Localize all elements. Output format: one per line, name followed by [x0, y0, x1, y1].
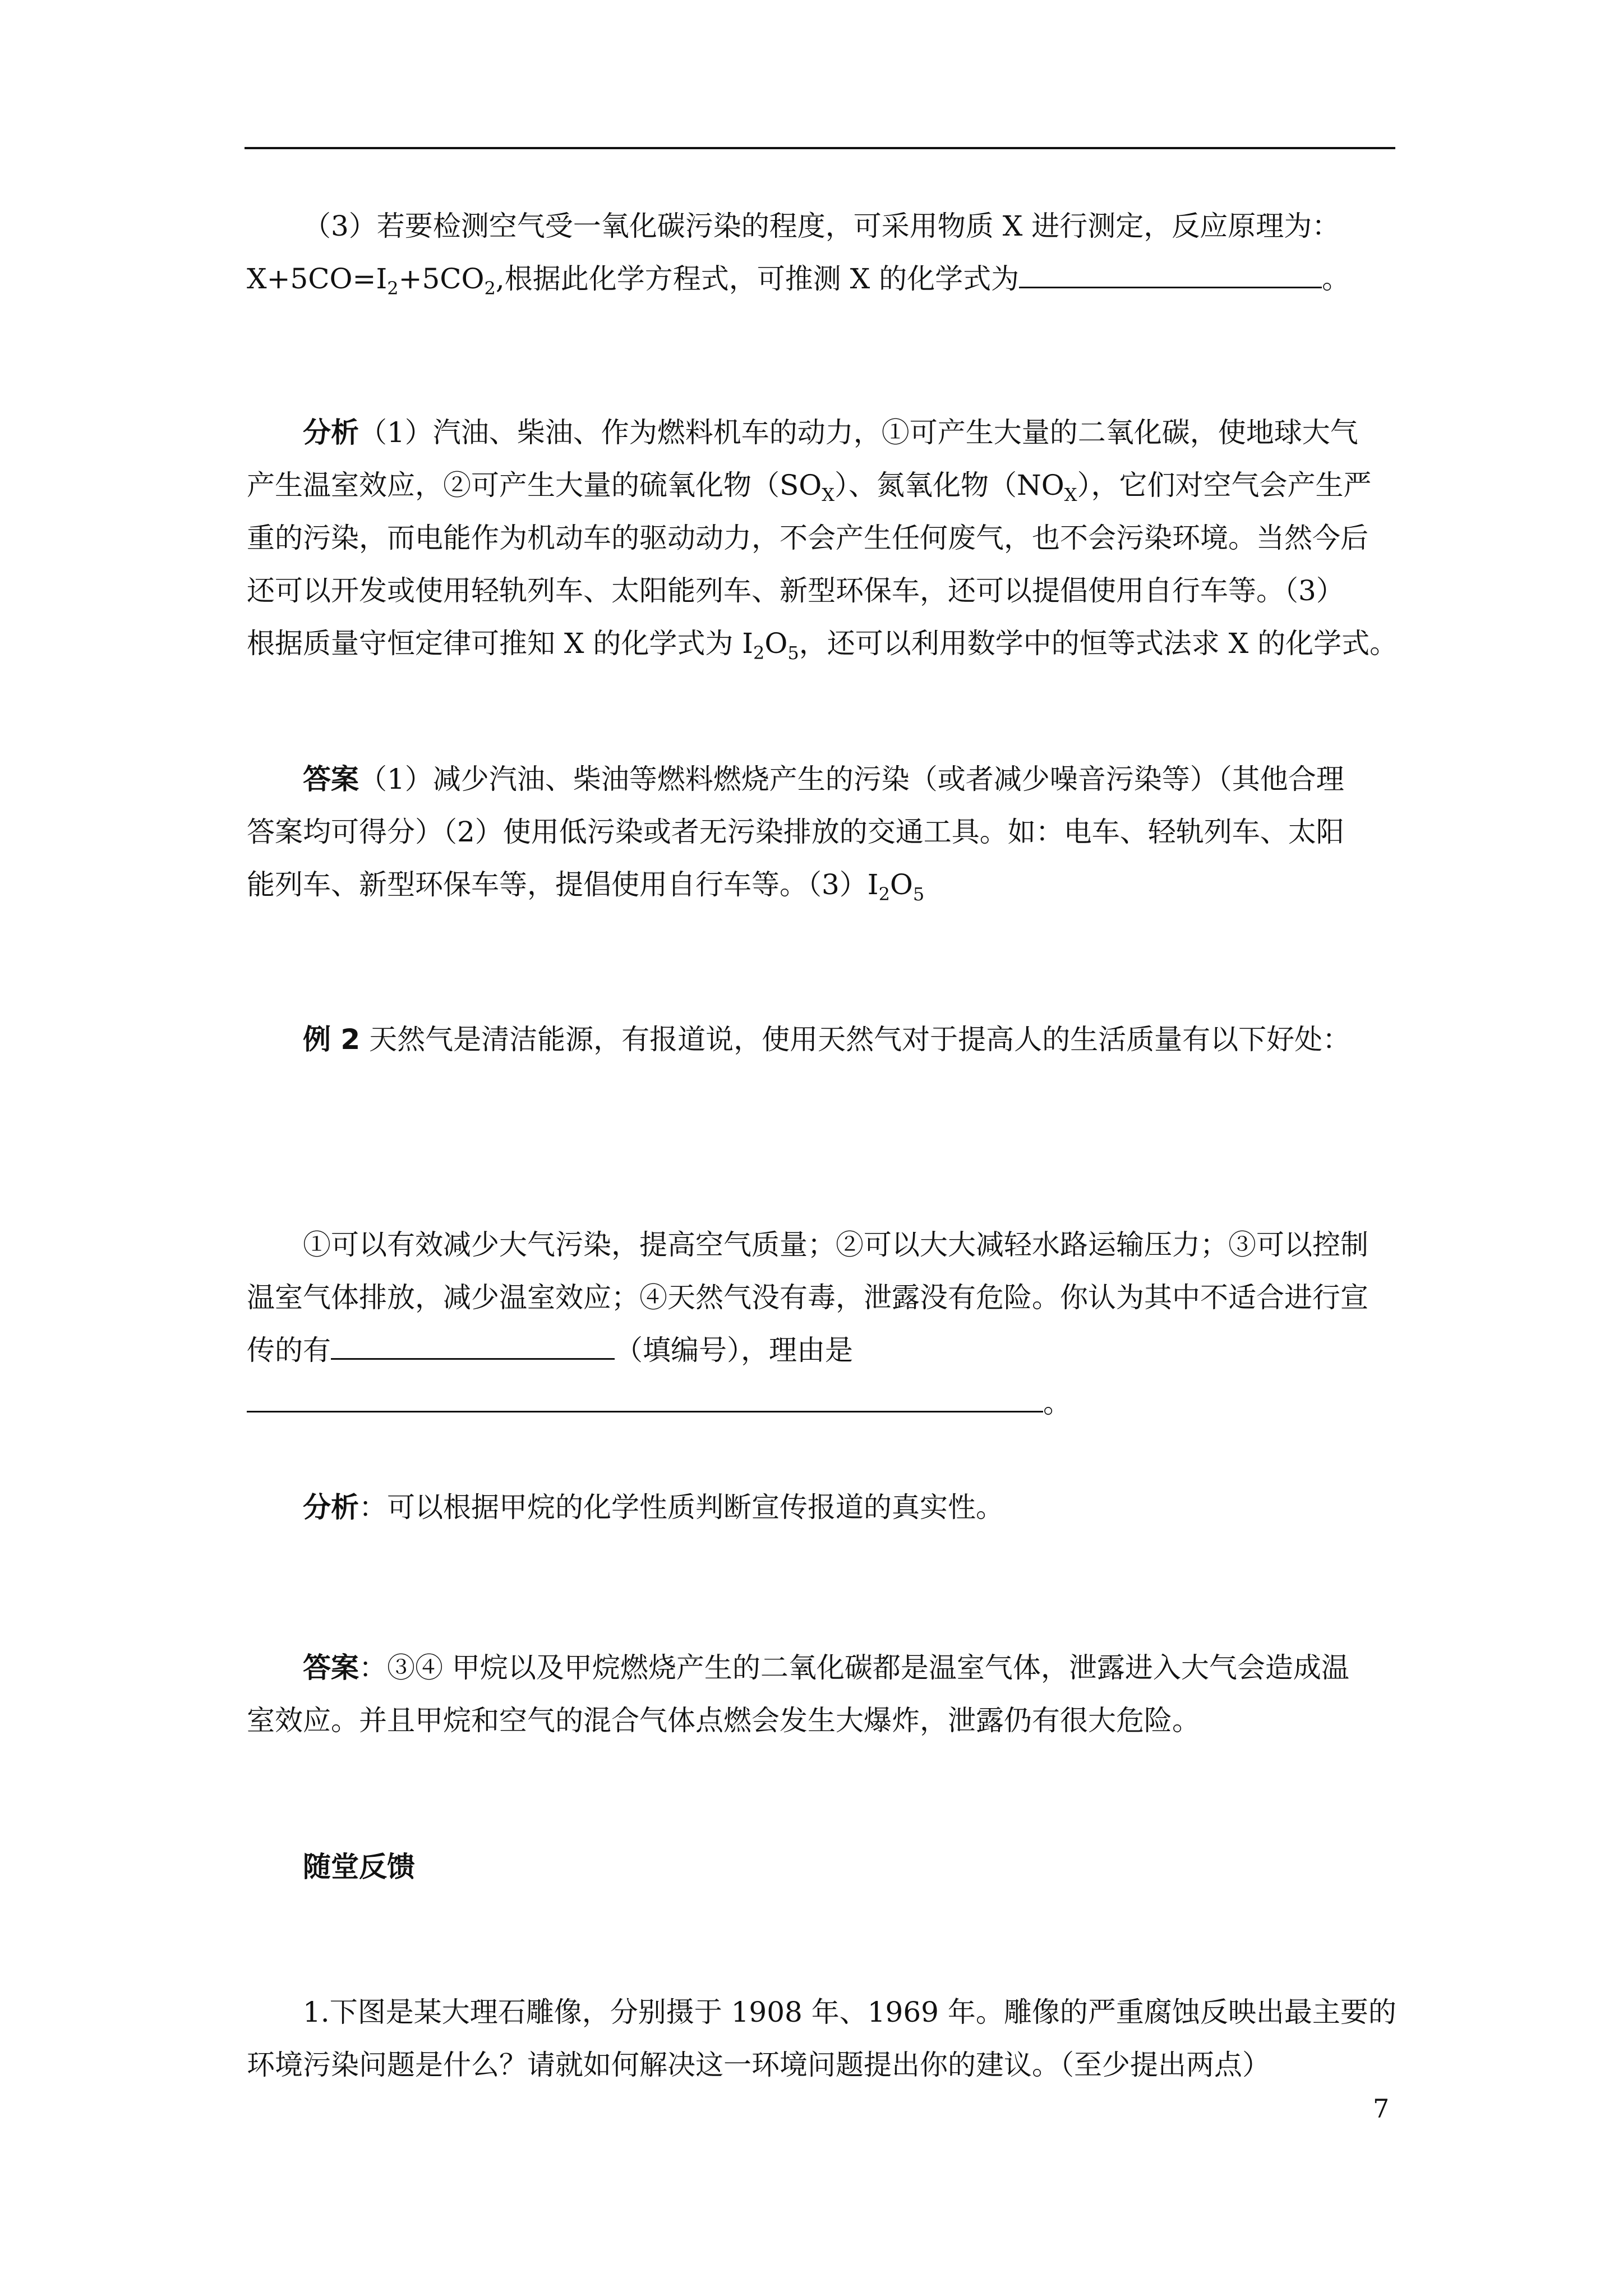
- text-part: 产生温室效应，②可产生大量的硫氧化物（SO: [247, 469, 822, 501]
- subscript: 5: [912, 884, 925, 905]
- analysis-label: 分析: [303, 416, 359, 449]
- example-label: 例 2: [303, 1023, 361, 1056]
- answer-blank: [331, 1328, 615, 1360]
- answer-label: 答案: [303, 1651, 359, 1684]
- analysis1-line-1: [247, 406, 1396, 459]
- question1-line-2: 环境污染问题是什么？请就如何解决这一环境问题提出你的建议。（至少提出两点）: [247, 2049, 1270, 2081]
- question-3-paragraph: [247, 200, 1396, 305]
- subscript: 2: [878, 884, 890, 905]
- reason-blank: [247, 1381, 1043, 1412]
- text-part: ，还可以利用数学中的恒等式法求 X 的化学式。: [799, 627, 1398, 660]
- subscript: 2: [484, 278, 496, 299]
- options-line-2: 温室气体排放，减少温室效应；④天然气没有毒，泄露没有危险。你认为其中不适合进行宣: [247, 1281, 1368, 1314]
- options-paragraph: [247, 1218, 1396, 1429]
- equation-part: +5CO: [398, 263, 485, 295]
- answer1-text: （1）减少汽油、柴油等燃料燃烧产生的污染（或者减少噪音污染等）（其他合理: [359, 763, 1344, 795]
- example-2-paragraph: [247, 1013, 1396, 1066]
- text-part: O: [764, 627, 788, 660]
- answer2-text: ：③④ 甲烷以及甲烷燃烧产生的二氧化碳都是温室气体，泄露进入大气会造成温: [359, 1651, 1349, 1684]
- question-1-paragraph: [247, 1986, 1396, 2091]
- answer-2-paragraph: [247, 1641, 1396, 1747]
- analysis-2-paragraph: [247, 1481, 1396, 1534]
- text-part: 传的有: [247, 1334, 331, 1366]
- analysis-1-paragraph: [247, 406, 1396, 670]
- question1-line-1: 1.下图是某大理石雕像，分别摄于 1908 年、1969 年。雕像的严重腐蚀反映出最主要的: [303, 1996, 1396, 2028]
- page-number: 7: [1373, 2093, 1390, 2124]
- section-heading: 随堂反馈: [303, 1851, 415, 1883]
- text-part: （填编号），理由是: [615, 1334, 853, 1366]
- end-punct: 。: [1043, 1387, 1071, 1419]
- equation-part: X+5CO=I: [247, 263, 388, 295]
- options-line-3: [247, 1324, 1396, 1377]
- subscript: X: [822, 484, 835, 505]
- answer2-line-2: 室效应。并且甲烷和空气的混合气体点燃会发生大爆炸，泄露仍有很大危险。: [247, 1704, 1200, 1737]
- options-line-1: ①可以有效减少大气污染，提高空气质量；②可以大大减轻水路运输压力；③可以控制: [303, 1228, 1368, 1261]
- text-part: 能列车、新型环保车等，提倡使用自行车等。（3）I: [247, 868, 879, 901]
- q3-line-2: [247, 252, 1396, 305]
- options-line-4: [247, 1377, 1396, 1429]
- subscript: 5: [787, 642, 799, 664]
- q3-line-1: （3）若要检测空气受一氧化碳污染的程度，可采用物质 X 进行测定，反应原理为：: [303, 210, 1340, 242]
- analysis1-text: （1）汽油、柴油、作为燃料机车的动力，①可产生大量的二氧化碳，使地球大气: [359, 416, 1358, 449]
- analysis2-text: ：可以根据甲烷的化学性质判断宣传报道的真实性。: [359, 1491, 1004, 1524]
- answer-blank: [1019, 256, 1322, 288]
- analysis1-line-3: 重的污染，而电能作为机动车的驱动动力，不会产生任何废气，也不会污染环境。当然今后: [247, 522, 1368, 554]
- text-part: ），它们对空气会产生严: [1077, 469, 1372, 501]
- answer-1-paragraph: [247, 753, 1396, 911]
- question-text: ,根据此化学方程式，可推测 X 的化学式为: [495, 263, 1020, 295]
- end-punct: 。: [1322, 263, 1350, 295]
- analysis-label: 分析: [303, 1491, 359, 1524]
- answer1-line-3: [247, 858, 1396, 911]
- text-part: O: [889, 868, 913, 901]
- analysis2-line: [247, 1481, 1396, 1534]
- example2-text: 天然气是清洁能源，有报道说，使用天然气对于提高人的生活质量有以下好处：: [360, 1023, 1351, 1056]
- answer1-line-1: [247, 753, 1396, 806]
- answer-label: 答案: [303, 763, 359, 795]
- text-part: 根据质量守恒定律可推知 X 的化学式为 I: [247, 627, 754, 660]
- header-rule: [245, 147, 1395, 149]
- analysis1-line-5: [247, 617, 1396, 670]
- example2-line: [247, 1013, 1396, 1066]
- answer2-line-1: [247, 1641, 1396, 1694]
- subscript: X: [1064, 484, 1077, 505]
- subscript: 2: [753, 642, 765, 664]
- text-part: ）、氮氧化物（NO: [834, 469, 1064, 501]
- answer1-line-2: 答案均可得分）（2）使用低污染或者无污染排放的交通工具。如：电车、轻轨列车、太阳: [247, 816, 1344, 848]
- subscript: 2: [387, 278, 399, 299]
- analysis1-line-2: [247, 459, 1396, 512]
- analysis1-line-4: 还可以开发或使用轻轨列车、太阳能列车、新型环保车，还可以提倡使用自行车等。（3）: [247, 574, 1344, 607]
